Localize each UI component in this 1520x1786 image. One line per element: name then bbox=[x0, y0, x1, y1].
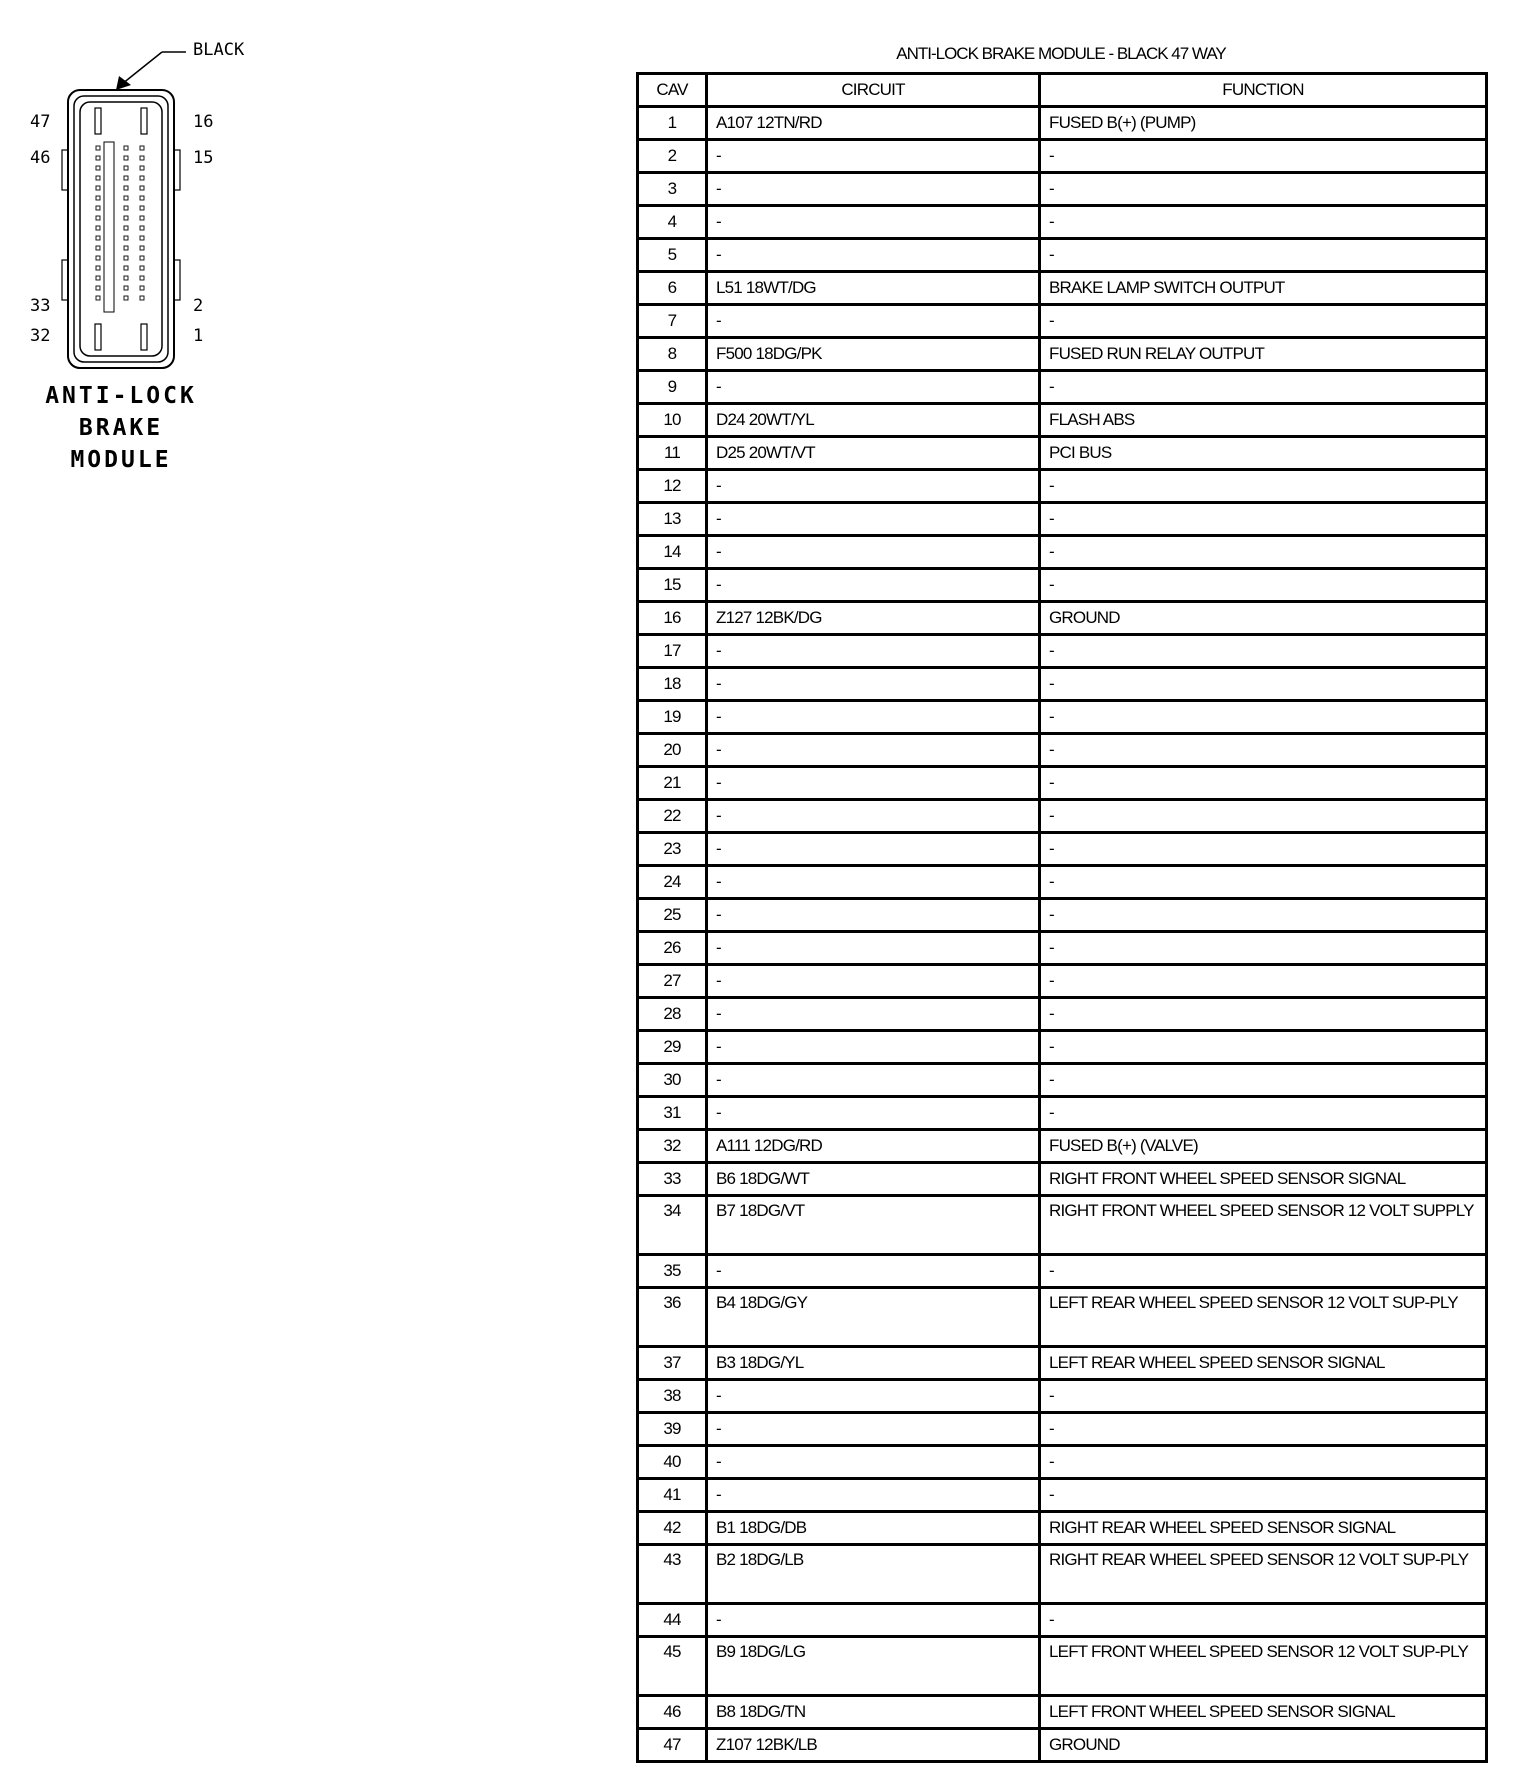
connector-face-drawing bbox=[0, 0, 300, 380]
cav-cell: 16 bbox=[638, 602, 707, 635]
circuit-cell: B6 18DG/WT bbox=[707, 1163, 1040, 1196]
table-row bbox=[638, 1130, 1487, 1163]
circuit-cell: - bbox=[707, 1064, 1040, 1097]
circuit-cell: - bbox=[707, 305, 1040, 338]
function-cell: FUSED B(+) (PUMP) bbox=[1040, 107, 1487, 140]
table-row bbox=[638, 1255, 1487, 1288]
table-row bbox=[638, 503, 1487, 536]
pin-label-32: 32 bbox=[30, 326, 51, 346]
circuit-cell: - bbox=[707, 173, 1040, 206]
function-cell: - bbox=[1040, 569, 1487, 602]
table-row bbox=[638, 932, 1487, 965]
cav-cell: 3 bbox=[638, 173, 707, 206]
function-cell: LEFT FRONT WHEEL SPEED SENSOR SIGNAL bbox=[1040, 1696, 1487, 1729]
function-cell: GROUND bbox=[1040, 1729, 1487, 1762]
table-row bbox=[638, 569, 1487, 602]
table-row bbox=[638, 404, 1487, 437]
circuit-cell: A107 12TN/RD bbox=[707, 107, 1040, 140]
function-cell: - bbox=[1040, 1446, 1487, 1479]
table-row bbox=[638, 1380, 1487, 1413]
circuit-cell: - bbox=[707, 635, 1040, 668]
table-row bbox=[638, 1696, 1487, 1729]
function-cell: - bbox=[1040, 1413, 1487, 1446]
header-circuit: CIRCUIT bbox=[707, 74, 1040, 107]
circuit-cell: - bbox=[707, 239, 1040, 272]
circuit-cell: - bbox=[707, 1031, 1040, 1064]
table-row bbox=[638, 272, 1487, 305]
table-row bbox=[638, 239, 1487, 272]
cav-cell: 42 bbox=[638, 1512, 707, 1545]
table-row bbox=[638, 536, 1487, 569]
pin-label-46: 46 bbox=[30, 148, 51, 168]
circuit-cell: D25 20WT/VT bbox=[707, 437, 1040, 470]
function-cell: - bbox=[1040, 866, 1487, 899]
function-cell: FUSED B(+) (VALVE) bbox=[1040, 1130, 1487, 1163]
function-cell: RIGHT FRONT WHEEL SPEED SENSOR SIGNAL bbox=[1040, 1163, 1487, 1196]
function-cell: FLASH ABS bbox=[1040, 404, 1487, 437]
function-cell: - bbox=[1040, 1064, 1487, 1097]
function-cell: - bbox=[1040, 239, 1487, 272]
cav-cell: 28 bbox=[638, 998, 707, 1031]
table-row bbox=[638, 371, 1487, 404]
function-cell: - bbox=[1040, 767, 1487, 800]
table-body bbox=[638, 107, 1487, 1762]
function-cell: - bbox=[1040, 1031, 1487, 1064]
cav-cell: 14 bbox=[638, 536, 707, 569]
cav-cell: 29 bbox=[638, 1031, 707, 1064]
function-cell: - bbox=[1040, 1097, 1487, 1130]
cav-cell: 26 bbox=[638, 932, 707, 965]
cav-cell: 12 bbox=[638, 470, 707, 503]
circuit-cell: Z127 12BK/DG bbox=[707, 602, 1040, 635]
function-cell: - bbox=[1040, 371, 1487, 404]
circuit-cell: B9 18DG/LG bbox=[707, 1637, 1040, 1696]
cav-cell: 17 bbox=[638, 635, 707, 668]
circuit-cell: - bbox=[707, 371, 1040, 404]
table-row bbox=[638, 767, 1487, 800]
cav-cell: 4 bbox=[638, 206, 707, 239]
function-cell: - bbox=[1040, 206, 1487, 239]
function-cell: - bbox=[1040, 1604, 1487, 1637]
function-cell: - bbox=[1040, 668, 1487, 701]
circuit-cell: - bbox=[707, 569, 1040, 602]
circuit-cell: - bbox=[707, 503, 1040, 536]
module-name-line-1: ANTI-LOCK bbox=[45, 383, 197, 409]
function-cell: - bbox=[1040, 1255, 1487, 1288]
circuit-cell: F500 18DG/PK bbox=[707, 338, 1040, 371]
module-name-line-2: BRAKE bbox=[78, 415, 164, 441]
table-row bbox=[638, 1196, 1487, 1255]
function-cell: - bbox=[1040, 932, 1487, 965]
table-row bbox=[638, 173, 1487, 206]
connector-color-callout: BLACK bbox=[193, 40, 245, 60]
circuit-cell: - bbox=[707, 1380, 1040, 1413]
function-cell: LEFT REAR WHEEL SPEED SENSOR 12 VOLT SUP-PLY bbox=[1040, 1288, 1487, 1347]
circuit-cell: L51 18WT/DG bbox=[707, 272, 1040, 305]
function-cell: - bbox=[1040, 140, 1487, 173]
table-row bbox=[638, 602, 1487, 635]
cav-cell: 36 bbox=[638, 1288, 707, 1347]
function-cell: RIGHT REAR WHEEL SPEED SENSOR SIGNAL bbox=[1040, 1512, 1487, 1545]
cav-cell: 45 bbox=[638, 1637, 707, 1696]
function-cell: - bbox=[1040, 536, 1487, 569]
circuit-cell: - bbox=[707, 470, 1040, 503]
cav-cell: 31 bbox=[638, 1097, 707, 1130]
cav-cell: 38 bbox=[638, 1380, 707, 1413]
cav-cell: 5 bbox=[638, 239, 707, 272]
function-cell: RIGHT FRONT WHEEL SPEED SENSOR 12 VOLT SUPPLY bbox=[1040, 1196, 1487, 1255]
table-row bbox=[638, 1545, 1487, 1604]
cav-cell: 43 bbox=[638, 1545, 707, 1604]
table-row bbox=[638, 668, 1487, 701]
cav-cell: 11 bbox=[638, 437, 707, 470]
circuit-cell: - bbox=[707, 734, 1040, 767]
circuit-cell: B1 18DG/DB bbox=[707, 1512, 1040, 1545]
cav-cell: 32 bbox=[638, 1130, 707, 1163]
function-cell: - bbox=[1040, 1380, 1487, 1413]
function-cell: PCI BUS bbox=[1040, 437, 1487, 470]
cav-cell: 22 bbox=[638, 800, 707, 833]
table-row bbox=[638, 437, 1487, 470]
pin-label-2: 2 bbox=[193, 296, 204, 316]
function-cell: - bbox=[1040, 998, 1487, 1031]
function-cell: - bbox=[1040, 173, 1487, 206]
table-header-row bbox=[638, 74, 1487, 107]
cav-cell: 39 bbox=[638, 1413, 707, 1446]
pin-label-16: 16 bbox=[193, 112, 214, 132]
circuit-cell: B8 18DG/TN bbox=[707, 1696, 1040, 1729]
table-row bbox=[638, 998, 1487, 1031]
table-row bbox=[638, 1097, 1487, 1130]
circuit-cell: B2 18DG/LB bbox=[707, 1545, 1040, 1604]
circuit-cell: - bbox=[707, 668, 1040, 701]
table-row bbox=[638, 470, 1487, 503]
connector-diagram bbox=[0, 0, 300, 520]
cav-cell: 9 bbox=[638, 371, 707, 404]
table-row bbox=[638, 305, 1487, 338]
function-cell: LEFT FRONT WHEEL SPEED SENSOR 12 VOLT SUP-PLY bbox=[1040, 1637, 1487, 1696]
circuit-cell: B3 18DG/YL bbox=[707, 1347, 1040, 1380]
cav-cell: 15 bbox=[638, 569, 707, 602]
function-cell: - bbox=[1040, 965, 1487, 998]
cav-cell: 19 bbox=[638, 701, 707, 734]
circuit-cell: - bbox=[707, 800, 1040, 833]
table-row bbox=[638, 206, 1487, 239]
cav-cell: 25 bbox=[638, 899, 707, 932]
cav-cell: 23 bbox=[638, 833, 707, 866]
table-title: ANTI-LOCK BRAKE MODULE - BLACK 47 WAY bbox=[896, 44, 1226, 63]
circuit-cell: - bbox=[707, 866, 1040, 899]
table-row bbox=[638, 1288, 1487, 1347]
table-row bbox=[638, 1446, 1487, 1479]
circuit-cell: Z107 12BK/LB bbox=[707, 1729, 1040, 1762]
function-cell: - bbox=[1040, 635, 1487, 668]
table-row bbox=[638, 1163, 1487, 1196]
cav-cell: 27 bbox=[638, 965, 707, 998]
cav-cell: 18 bbox=[638, 668, 707, 701]
function-cell: LEFT REAR WHEEL SPEED SENSOR SIGNAL bbox=[1040, 1347, 1487, 1380]
cav-cell: 46 bbox=[638, 1696, 707, 1729]
cav-cell: 1 bbox=[638, 107, 707, 140]
function-cell: - bbox=[1040, 800, 1487, 833]
function-cell: BRAKE LAMP SWITCH OUTPUT bbox=[1040, 272, 1487, 305]
function-cell: RIGHT REAR WHEEL SPEED SENSOR 12 VOLT SUP-PLY bbox=[1040, 1545, 1487, 1604]
function-cell: FUSED RUN RELAY OUTPUT bbox=[1040, 338, 1487, 371]
circuit-cell: - bbox=[707, 965, 1040, 998]
function-cell: - bbox=[1040, 701, 1487, 734]
function-cell: - bbox=[1040, 305, 1487, 338]
circuit-cell: - bbox=[707, 1479, 1040, 1512]
circuit-cell: - bbox=[707, 932, 1040, 965]
circuit-cell: - bbox=[707, 998, 1040, 1031]
table-row bbox=[638, 1413, 1487, 1446]
function-cell: - bbox=[1040, 470, 1487, 503]
circuit-cell: - bbox=[707, 1604, 1040, 1637]
cav-cell: 44 bbox=[638, 1604, 707, 1637]
table-row bbox=[638, 734, 1487, 767]
pin-label-1: 1 bbox=[193, 326, 204, 346]
circuit-cell: - bbox=[707, 767, 1040, 800]
table-row bbox=[638, 1604, 1487, 1637]
cav-cell: 30 bbox=[638, 1064, 707, 1097]
table-row bbox=[638, 899, 1487, 932]
function-cell: - bbox=[1040, 734, 1487, 767]
cav-cell: 7 bbox=[638, 305, 707, 338]
circuit-cell: A111 12DG/RD bbox=[707, 1130, 1040, 1163]
pin-label-15: 15 bbox=[193, 148, 214, 168]
cav-cell: 10 bbox=[638, 404, 707, 437]
table-row bbox=[638, 1031, 1487, 1064]
table-row bbox=[638, 338, 1487, 371]
cav-cell: 2 bbox=[638, 140, 707, 173]
circuit-cell: - bbox=[707, 140, 1040, 173]
circuit-cell: - bbox=[707, 1413, 1040, 1446]
cav-cell: 37 bbox=[638, 1347, 707, 1380]
circuit-cell: - bbox=[707, 701, 1040, 734]
circuit-cell: - bbox=[707, 1446, 1040, 1479]
table-row bbox=[638, 965, 1487, 998]
table-row bbox=[638, 866, 1487, 899]
table-row bbox=[638, 1347, 1487, 1380]
module-name bbox=[30, 380, 212, 476]
table-row bbox=[638, 635, 1487, 668]
cav-cell: 41 bbox=[638, 1479, 707, 1512]
cav-cell: 34 bbox=[638, 1196, 707, 1255]
pinout-table bbox=[636, 72, 1488, 1763]
cav-cell: 47 bbox=[638, 1729, 707, 1762]
cav-cell: 20 bbox=[638, 734, 707, 767]
module-name-line-3: MODULE bbox=[70, 447, 172, 473]
table-row bbox=[638, 140, 1487, 173]
circuit-cell: - bbox=[707, 899, 1040, 932]
cav-cell: 13 bbox=[638, 503, 707, 536]
header-cav: CAV bbox=[638, 74, 707, 107]
cav-cell: 8 bbox=[638, 338, 707, 371]
cav-cell: 40 bbox=[638, 1446, 707, 1479]
table-row bbox=[638, 1637, 1487, 1696]
cav-cell: 6 bbox=[638, 272, 707, 305]
table-row bbox=[638, 701, 1487, 734]
table-row bbox=[638, 1512, 1487, 1545]
circuit-cell: B7 18DG/VT bbox=[707, 1196, 1040, 1255]
table-row bbox=[638, 1064, 1487, 1097]
circuit-cell: - bbox=[707, 206, 1040, 239]
function-cell: - bbox=[1040, 503, 1487, 536]
table-row bbox=[638, 107, 1487, 140]
circuit-cell: - bbox=[707, 536, 1040, 569]
cav-cell: 24 bbox=[638, 866, 707, 899]
circuit-cell: D24 20WT/YL bbox=[707, 404, 1040, 437]
circuit-cell: - bbox=[707, 1097, 1040, 1130]
table-row bbox=[638, 1729, 1487, 1762]
function-cell: - bbox=[1040, 899, 1487, 932]
table-row bbox=[638, 1479, 1487, 1512]
pin-label-47: 47 bbox=[30, 112, 51, 132]
circuit-cell: - bbox=[707, 833, 1040, 866]
circuit-cell: - bbox=[707, 1255, 1040, 1288]
table-row bbox=[638, 800, 1487, 833]
cav-cell: 21 bbox=[638, 767, 707, 800]
header-function: FUNCTION bbox=[1040, 74, 1487, 107]
function-cell: - bbox=[1040, 833, 1487, 866]
circuit-cell: B4 18DG/GY bbox=[707, 1288, 1040, 1347]
cav-cell: 35 bbox=[638, 1255, 707, 1288]
cav-cell: 33 bbox=[638, 1163, 707, 1196]
table-row bbox=[638, 833, 1487, 866]
function-cell: - bbox=[1040, 1479, 1487, 1512]
pin-label-33: 33 bbox=[30, 296, 51, 316]
function-cell: GROUND bbox=[1040, 602, 1487, 635]
